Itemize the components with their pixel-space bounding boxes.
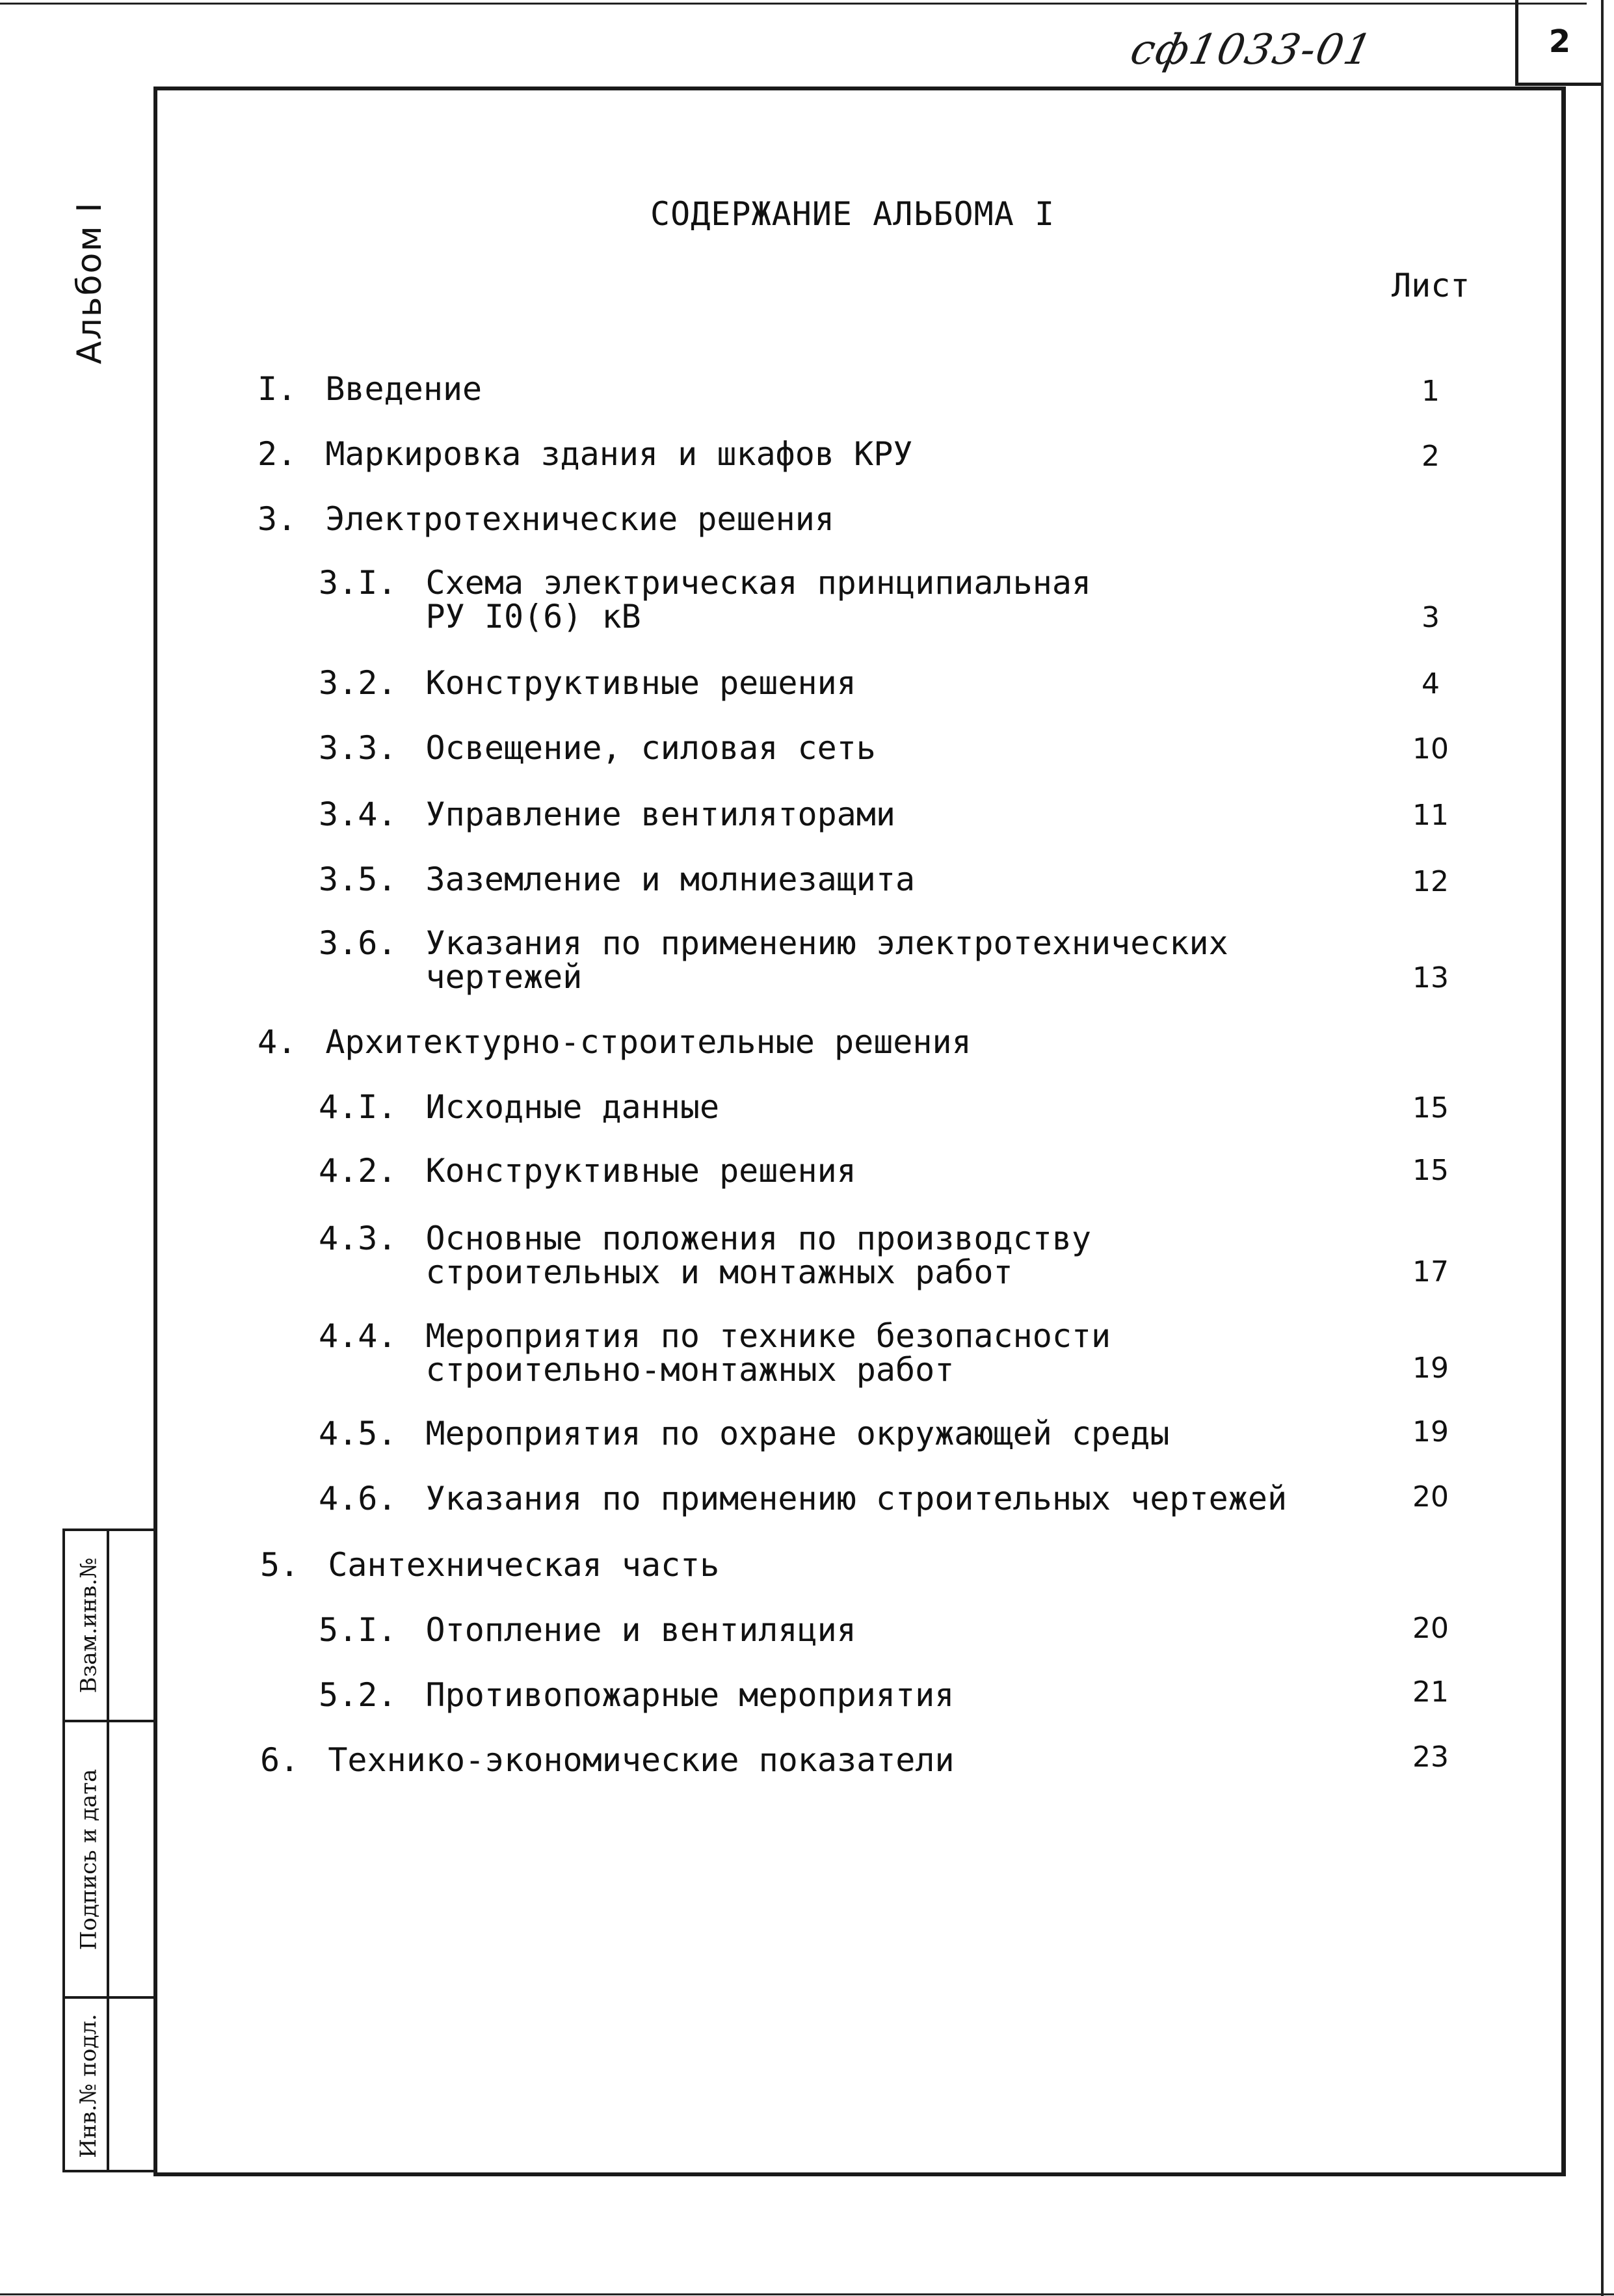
toc-item-page: 2 <box>1422 440 1440 473</box>
toc-item-number: 5. <box>260 1546 300 1584</box>
toc-item-title: Конструктивные решения <box>425 664 856 702</box>
toc-item-title <box>426 566 1092 634</box>
toc-item <box>319 1154 856 1188</box>
toc-item-title: Заземление и молниезащита <box>425 861 916 898</box>
stamp-column-divider <box>107 1531 109 2170</box>
toc-item-title-line2: строительных и монтажных работ <box>425 1253 1013 1291</box>
page-column-header: Лист <box>1392 267 1470 304</box>
toc-item <box>319 926 1228 994</box>
toc-item <box>319 666 856 700</box>
toc-item-title: Исходные данные <box>425 1088 720 1126</box>
toc-item-title-line1: Мероприятия по технике безопасности <box>425 1317 1111 1355</box>
toc-item-title: Противопожарные мероприятия <box>425 1676 955 1714</box>
toc-item-number: 4.4. <box>319 1317 397 1355</box>
toc-item <box>319 731 876 765</box>
stamp-cell-vzam-inv <box>70 1531 107 1720</box>
toc-item-number: 6. <box>260 1741 300 1779</box>
toc-item-title: Конструктивные решения <box>425 1152 856 1190</box>
toc-item-page: 20 <box>1412 1480 1449 1514</box>
toc-item-title: Маркировка здания и шкафов КРУ <box>325 435 913 473</box>
toc-item <box>319 1678 954 1712</box>
page-title: СОДЕРЖАНИЕ АЛЬБОМА I <box>650 195 1055 233</box>
toc-item-title-line1: Основные положения по производству <box>425 1220 1092 1257</box>
toc-item-title-line1: Указания по применению электротехнических <box>425 924 1228 962</box>
stamp-label-inv-podl: Инв.№ подл. <box>75 2013 101 2158</box>
toc-item-page: 19 <box>1412 1415 1449 1448</box>
toc-item-number: 3.3. <box>319 729 397 767</box>
toc-item-number: 3.6. <box>319 924 397 962</box>
toc-item-page: 12 <box>1412 865 1449 898</box>
toc-item-title: Введение <box>325 370 483 408</box>
toc-item-number: 4.6. <box>319 1480 397 1517</box>
toc-item-title <box>426 1221 1092 1289</box>
toc-item-number: 3.I. <box>319 564 397 602</box>
album-side-label: Альбом I <box>70 201 109 364</box>
toc-item <box>260 1548 719 1582</box>
toc-item <box>319 1482 1287 1515</box>
toc-item-title: Мероприятия по охране окружающей среды <box>425 1415 1170 1452</box>
toc-item-number: 5.2. <box>319 1676 397 1714</box>
toc-item <box>258 502 834 536</box>
toc-item-title: Указания по применению строительных чертежей <box>425 1480 1288 1517</box>
toc-item-title: Сантехническая часть <box>328 1546 720 1584</box>
toc-item <box>258 372 482 406</box>
stamp-cell-inv-podl <box>70 1999 107 2172</box>
toc-item-title: Отопление и вентиляция <box>425 1611 856 1649</box>
toc-item <box>319 1090 719 1124</box>
toc-item-title <box>426 926 1228 994</box>
stamp-label-podpis-data: Подпись и дата <box>75 1769 101 1950</box>
toc-item <box>319 862 915 896</box>
toc-item-title: Освещение, силовая сеть <box>425 729 876 767</box>
toc-item-title <box>426 1319 1111 1387</box>
toc-item-title-line2: строительно-монтажных работ <box>425 1351 955 1389</box>
approval-stamp <box>62 1528 153 2172</box>
toc-item-number: 4.I. <box>319 1088 397 1126</box>
toc-item-page: 20 <box>1412 1612 1449 1645</box>
toc-item-number: 4.2. <box>319 1152 397 1190</box>
toc-item-number: 3.5. <box>319 861 397 898</box>
toc-item-title-line2: РУ I0(6) кВ <box>425 598 641 635</box>
toc-item-page: 3 <box>1422 601 1440 634</box>
toc-item-page: 21 <box>1412 1675 1449 1709</box>
toc-item-page: 17 <box>1412 1255 1449 1288</box>
toc-item <box>319 1613 856 1647</box>
sheet-edge-top <box>0 3 1587 5</box>
sheet-edge-right <box>1601 0 1604 2296</box>
toc-item-number: 3. <box>258 500 297 538</box>
sheet-number: 2 <box>1548 23 1571 60</box>
toc-item <box>319 797 895 831</box>
stamp-cell-podpis-data <box>70 1722 107 1996</box>
toc-item <box>260 1743 955 1777</box>
toc-item-number: 5.I. <box>319 1611 397 1649</box>
toc-item <box>258 437 912 471</box>
toc-item-number: 2. <box>258 435 297 473</box>
toc-item-number: 3.2. <box>319 664 397 702</box>
toc-item-page: 15 <box>1412 1091 1449 1125</box>
sheet-edge-bottom <box>0 2293 1614 2295</box>
document-code: сф1033-01 <box>1126 26 1377 74</box>
toc-item-number: 4.3. <box>319 1220 397 1257</box>
toc-item <box>319 1221 1091 1289</box>
toc-item-number: 4. <box>258 1023 297 1061</box>
toc-item-number: 3.4. <box>319 795 397 833</box>
toc-item-page: 23 <box>1412 1741 1449 1774</box>
stamp-label-vzam-inv: Взам.инв.№ <box>75 1557 101 1694</box>
sheet-number-box <box>1515 0 1601 86</box>
toc-item-number: I. <box>258 370 297 408</box>
toc-item-page: 10 <box>1412 732 1449 766</box>
toc-item <box>258 1025 972 1059</box>
toc-item-page: 1 <box>1422 375 1440 408</box>
toc-item-page: 19 <box>1412 1352 1449 1385</box>
toc-item-title-line2: чертежей <box>425 958 583 996</box>
toc-item-title: Электротехнические решения <box>325 500 834 538</box>
toc-item-title-line1: Схема электрическая принципиальная <box>425 564 1092 602</box>
toc-item-title: Архитектурно-строительные решения <box>325 1023 972 1061</box>
toc-item-page: 13 <box>1412 961 1449 994</box>
toc-item <box>319 1417 1169 1450</box>
toc-item-page: 11 <box>1412 799 1449 832</box>
toc-item-page: 15 <box>1412 1154 1449 1187</box>
toc-item-page: 4 <box>1422 667 1440 701</box>
toc-item-number: 4.5. <box>319 1415 397 1452</box>
toc-item-title: Управление вентиляторами <box>425 795 895 833</box>
toc-item <box>319 566 1091 634</box>
toc-item-title: Технико-экономические показатели <box>328 1741 955 1779</box>
toc-item <box>319 1319 1111 1387</box>
